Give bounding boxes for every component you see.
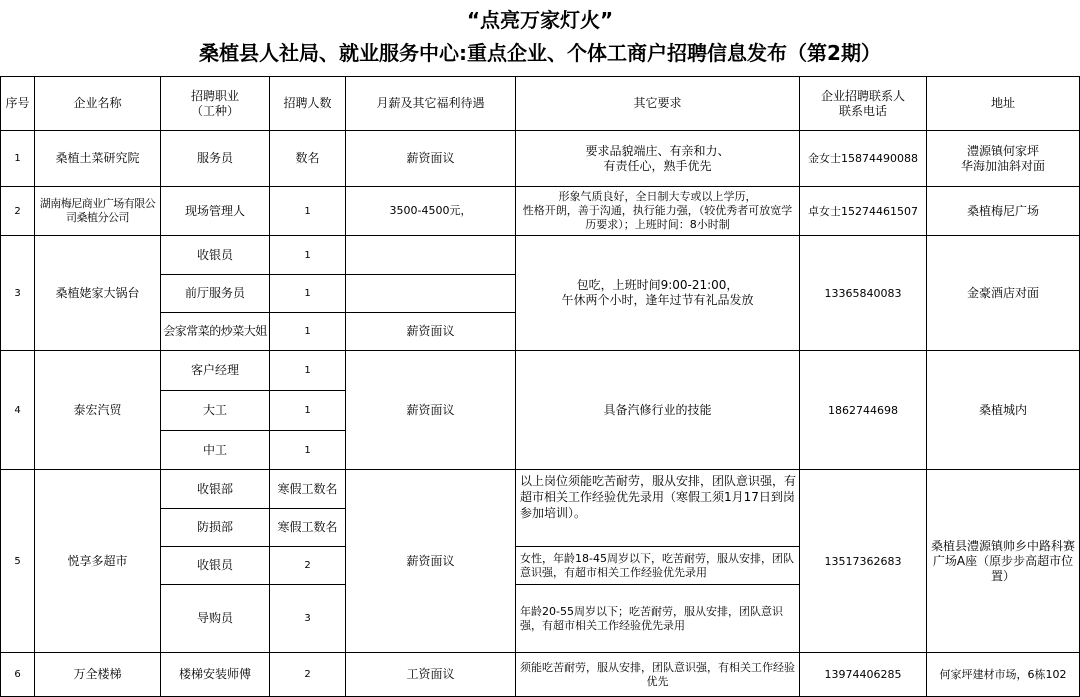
title-line-1: “点亮万家灯火”	[466, 8, 614, 32]
cell-position: 收银部	[161, 470, 270, 509]
cell-count: 1	[270, 275, 346, 313]
cell-requirements: 具备汽修行业的技能	[516, 351, 800, 470]
cell-position: 收银员	[161, 547, 270, 585]
title-block	[0, 0, 1080, 76]
cell-salary: 薪资面议	[346, 470, 516, 653]
cell-salary: 薪资面议	[346, 351, 516, 470]
cell-count: 数名	[270, 131, 346, 187]
cell-count: 寒假工数名	[270, 470, 346, 509]
cell-seq: 6	[1, 653, 35, 697]
cell-salary-empty	[346, 236, 516, 275]
header-contact: 企业招聘联系人 联系电话	[800, 77, 927, 131]
cell-count: 寒假工数名	[270, 509, 346, 547]
cell-requirements: 要求品貌端庄、有亲和力、 有责任心，熟手优先	[516, 131, 800, 187]
cell-position: 客户经理	[161, 351, 270, 391]
cell-requirements: 年龄20-55周岁以下；吃苦耐劳，服从安排，团队意识强，有超市相关工作经验优先录用	[516, 585, 800, 653]
cell-count: 1	[270, 236, 346, 275]
cell-requirements: 以上岗位须能吃苦耐劳，服从安排，团队意识强，有超市相关工作经验优先录用（寒假工须1月17日到岗参加培训）。	[516, 470, 800, 547]
cell-address: 桑植城内	[927, 351, 1080, 470]
header-position: 招聘职业 （工种）	[161, 77, 270, 131]
cell-address: 金豪酒店对面	[927, 236, 1080, 351]
cell-company: 万全楼梯	[35, 653, 161, 697]
cell-position: 会家常菜的炒菜大姐	[161, 313, 270, 351]
cell-seq: 5	[1, 470, 35, 653]
header-seq: 序号	[1, 77, 35, 131]
cell-address: 澧源镇何家坪 华海加油斜对面	[927, 131, 1080, 187]
header-company: 企业名称	[35, 77, 161, 131]
cell-seq: 1	[1, 131, 35, 187]
cell-seq: 4	[1, 351, 35, 470]
table-row	[1, 236, 1080, 275]
cell-contact: 13517362683	[800, 470, 927, 653]
cell-position: 导购员	[161, 585, 270, 653]
cell-requirements: 须能吃苦耐劳，服从安排，团队意识强，有相关工作经验优先	[516, 653, 800, 697]
cell-count: 2	[270, 547, 346, 585]
cell-position: 收银员	[161, 236, 270, 275]
cell-count: 1	[270, 391, 346, 431]
cell-address: 桑植梅尼广场	[927, 187, 1080, 236]
header-requirements: 其它要求	[516, 77, 800, 131]
cell-seq: 2	[1, 187, 35, 236]
cell-position: 前厅服务员	[161, 275, 270, 313]
header-address: 地址	[927, 77, 1080, 131]
cell-company: 桑植姥家大锅台	[35, 236, 161, 351]
cell-salary: 工资面议	[346, 653, 516, 697]
cell-count: 1	[270, 187, 346, 236]
cell-count: 1	[270, 351, 346, 391]
cell-position: 楼梯安装师傅	[161, 653, 270, 697]
table-row	[1, 470, 1080, 509]
table-row	[1, 131, 1080, 187]
cell-company: 悦享多超市	[35, 470, 161, 653]
cell-position: 服务员	[161, 131, 270, 187]
cell-company: 泰宏汽贸	[35, 351, 161, 470]
title-line-2: 桑植县人社局、就业服务中心:重点企业、个体工商户招聘信息发布（第2期）	[199, 41, 881, 65]
cell-count: 1	[270, 313, 346, 351]
cell-seq: 3	[1, 236, 35, 351]
cell-count: 1	[270, 431, 346, 470]
cell-requirements: 女性，年龄18-45周岁以下，吃苦耐劳，服从安排，团队意识强，有超市相关工作经验优先录用	[516, 547, 800, 585]
cell-contact: 金女士15874490088	[800, 131, 927, 187]
cell-position: 中工	[161, 431, 270, 470]
table-row	[1, 187, 1080, 236]
header-count: 招聘人数	[270, 77, 346, 131]
cell-salary: 3500-4500元，	[346, 187, 516, 236]
cell-contact: 13365840083	[800, 236, 927, 351]
cell-requirements: 包吃，上班时间9:00-21:00， 午休两个小时，逢年过节有礼品发放	[516, 236, 800, 351]
cell-position: 防损部	[161, 509, 270, 547]
cell-position: 大工	[161, 391, 270, 431]
header-row	[1, 77, 1080, 131]
cell-salary: 薪资面议	[346, 131, 516, 187]
cell-contact: 13974406285	[800, 653, 927, 697]
header-salary: 月薪及其它福利待遇	[346, 77, 516, 131]
table-row	[1, 351, 1080, 391]
cell-contact: 卓女士15274461507	[800, 187, 927, 236]
cell-company: 湖南梅尼商业广场有限公司桑植分公司	[35, 187, 161, 236]
table-row	[1, 653, 1080, 697]
cell-address: 何家坪建材市场，6栋102	[927, 653, 1080, 697]
cell-salary: 薪资面议	[346, 313, 516, 351]
cell-company: 桑植土菜研究院	[35, 131, 161, 187]
cell-count: 2	[270, 653, 346, 697]
cell-requirements: 形象气质良好，全日制大专或以上学历， 性格开朗，善于沟通，执行能力强，（较优秀者可放宽学历要求）；上班时间：8小时制	[516, 187, 800, 236]
cell-contact: 1862744698	[800, 351, 927, 470]
cell-address: 桑植县澧源镇帅乡中路科赛广场A座（原步步高超市位置）	[927, 470, 1080, 653]
cell-count: 3	[270, 585, 346, 653]
cell-position: 现场管理人	[161, 187, 270, 236]
cell-salary-empty	[346, 275, 516, 313]
recruitment-table	[0, 76, 1080, 697]
